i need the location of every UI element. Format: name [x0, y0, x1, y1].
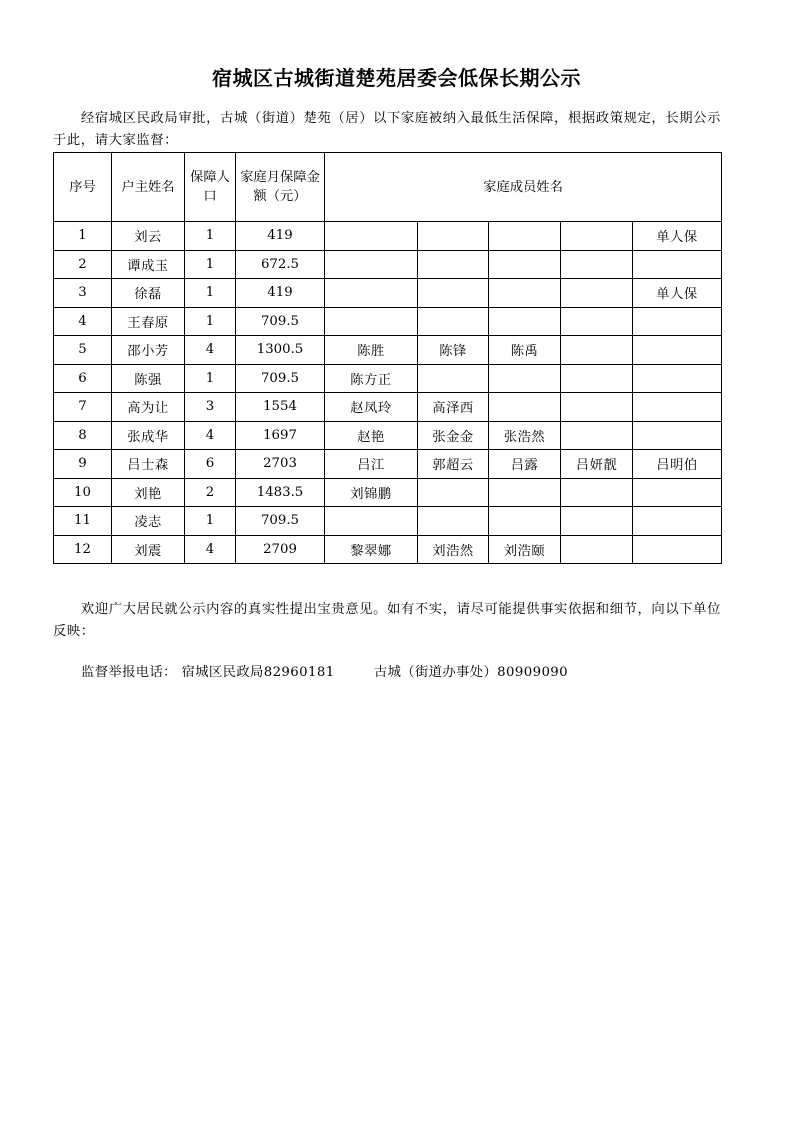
- cell-amount: 1697: [236, 421, 325, 450]
- cell-member-2: [418, 478, 489, 507]
- cell-member-5: [633, 478, 722, 507]
- cell-member-4: [561, 307, 633, 336]
- cell-head-name: 高为让: [112, 393, 185, 422]
- cell-member-5: [633, 421, 722, 450]
- cell-index: 9: [54, 450, 112, 479]
- cell-member-1: 赵艳: [325, 421, 418, 450]
- cell-head-name: 邵小芳: [112, 336, 185, 365]
- cell-persons: 4: [185, 421, 236, 450]
- cell-amount: 709.5: [236, 507, 325, 536]
- cell-member-3: 刘浩颐: [489, 535, 561, 564]
- contact-label: 监督举报电话：: [81, 665, 177, 680]
- table-row: [54, 279, 722, 308]
- cell-member-3: [489, 507, 561, 536]
- contact-office: 古城（街道办事处）80909090: [373, 665, 569, 680]
- cell-member-5: 吕明伯: [633, 450, 722, 479]
- cell-member-5: [633, 307, 722, 336]
- cell-index: 4: [54, 307, 112, 336]
- contact-bureau: 宿城区民政局82960181: [181, 665, 335, 680]
- cell-member-2: 郭超云: [418, 450, 489, 479]
- cell-member-2: [418, 364, 489, 393]
- cell-member-4: [561, 421, 633, 450]
- cell-member-2: [418, 307, 489, 336]
- header-amount: 家庭月保障金额（元）: [236, 153, 325, 222]
- cell-member-5: [633, 535, 722, 564]
- header-members: 家庭成员姓名: [325, 153, 722, 222]
- cell-head-name: 刘云: [112, 222, 185, 251]
- cell-member-2: 陈锋: [418, 336, 489, 365]
- cell-member-5: 单人保: [633, 279, 722, 308]
- table-row: [54, 307, 722, 336]
- table-row: [54, 336, 722, 365]
- cell-member-1: 吕江: [325, 450, 418, 479]
- cell-persons: 2: [185, 478, 236, 507]
- cell-member-1: 黎翠娜: [325, 535, 418, 564]
- cell-member-2: [418, 250, 489, 279]
- cell-member-4: [561, 478, 633, 507]
- cell-index: 3: [54, 279, 112, 308]
- cell-member-1: [325, 279, 418, 308]
- cell-index: 2: [54, 250, 112, 279]
- header-persons: 保障人口: [185, 153, 236, 222]
- cell-amount: 709.5: [236, 307, 325, 336]
- cell-member-3: [489, 222, 561, 251]
- table-body: [54, 222, 722, 564]
- page-title: 宿城区古城街道楚苑居委会低保长期公示: [212, 66, 581, 90]
- cell-member-5: 单人保: [633, 222, 722, 251]
- cell-amount: 1483.5: [236, 478, 325, 507]
- cell-amount: 672.5: [236, 250, 325, 279]
- header-head-name: 户主姓名: [112, 153, 185, 222]
- cell-head-name: 凌志: [112, 507, 185, 536]
- cell-persons: 1: [185, 250, 236, 279]
- cell-head-name: 刘震: [112, 535, 185, 564]
- cell-index: 7: [54, 393, 112, 422]
- cell-member-5: [633, 364, 722, 393]
- table-row: [54, 507, 722, 536]
- cell-member-1: 刘锦鹏: [325, 478, 418, 507]
- cell-member-3: [489, 364, 561, 393]
- intro-paragraph: 经宿城区民政局审批，古城（街道）楚苑（居）以下家庭被纳入最低生活保障，根据政策规定，长期公示于此，请大家监督：: [53, 111, 721, 148]
- cell-index: 12: [54, 535, 112, 564]
- subsidy-table: [53, 152, 722, 564]
- cell-amount: 419: [236, 222, 325, 251]
- cell-amount: 1300.5: [236, 336, 325, 365]
- cell-head-name: 张成华: [112, 421, 185, 450]
- cell-member-1: [325, 250, 418, 279]
- cell-member-4: [561, 364, 633, 393]
- cell-amount: 709.5: [236, 364, 325, 393]
- table-row: [54, 250, 722, 279]
- cell-index: 11: [54, 507, 112, 536]
- cell-member-3: [489, 307, 561, 336]
- cell-persons: 1: [185, 222, 236, 251]
- table-row: [54, 393, 722, 422]
- table-row: [54, 478, 722, 507]
- cell-head-name: 徐磊: [112, 279, 185, 308]
- cell-index: 6: [54, 364, 112, 393]
- cell-amount: 2703: [236, 450, 325, 479]
- cell-member-3: 吕露: [489, 450, 561, 479]
- cell-head-name: 王春原: [112, 307, 185, 336]
- cell-persons: 1: [185, 507, 236, 536]
- cell-amount: 2709: [236, 535, 325, 564]
- cell-member-3: 张浩然: [489, 421, 561, 450]
- cell-persons: 4: [185, 535, 236, 564]
- cell-head-name: 陈强: [112, 364, 185, 393]
- cell-member-5: [633, 507, 722, 536]
- cell-index: 5: [54, 336, 112, 365]
- cell-member-1: 赵凤玲: [325, 393, 418, 422]
- cell-member-4: [561, 279, 633, 308]
- cell-persons: 1: [185, 279, 236, 308]
- cell-head-name: 刘艳: [112, 478, 185, 507]
- cell-member-2: [418, 507, 489, 536]
- cell-member-1: [325, 222, 418, 251]
- table-row: [54, 450, 722, 479]
- table-row: [54, 535, 722, 564]
- cell-member-3: [489, 250, 561, 279]
- cell-member-2: 张金金: [418, 421, 489, 450]
- table-row: [54, 421, 722, 450]
- cell-member-4: [561, 535, 633, 564]
- table-header-row: [54, 153, 722, 222]
- cell-member-5: [633, 250, 722, 279]
- table-row: [54, 364, 722, 393]
- cell-member-3: [489, 279, 561, 308]
- cell-member-1: [325, 307, 418, 336]
- contact-line: [81, 661, 568, 680]
- cell-persons: 4: [185, 336, 236, 365]
- cell-member-4: [561, 507, 633, 536]
- cell-persons: 3: [185, 393, 236, 422]
- cell-member-3: 陈禹: [489, 336, 561, 365]
- header-index: 序号: [54, 153, 112, 222]
- cell-member-1: 陈方正: [325, 364, 418, 393]
- cell-member-4: [561, 393, 633, 422]
- cell-head-name: 谭成玉: [112, 250, 185, 279]
- closing-paragraph: 欢迎广大居民就公示内容的真实性提出宝贵意见。如有不实，请尽可能提供事实依据和细节，向以下单位反映：: [53, 602, 721, 639]
- cell-member-5: [633, 336, 722, 365]
- cell-member-4: [561, 250, 633, 279]
- cell-amount: 419: [236, 279, 325, 308]
- cell-index: 1: [54, 222, 112, 251]
- cell-member-3: [489, 478, 561, 507]
- cell-member-5: [633, 393, 722, 422]
- cell-member-4: [561, 222, 633, 251]
- cell-index: 8: [54, 421, 112, 450]
- cell-member-2: 高泽西: [418, 393, 489, 422]
- cell-persons: 6: [185, 450, 236, 479]
- cell-member-4: [561, 336, 633, 365]
- cell-member-1: [325, 507, 418, 536]
- table-row: [54, 222, 722, 251]
- cell-member-2: [418, 222, 489, 251]
- cell-member-4: 吕妍靓: [561, 450, 633, 479]
- cell-persons: 1: [185, 364, 236, 393]
- cell-index: 10: [54, 478, 112, 507]
- cell-member-2: [418, 279, 489, 308]
- cell-member-1: 陈胜: [325, 336, 418, 365]
- cell-amount: 1554: [236, 393, 325, 422]
- cell-head-name: 吕士森: [112, 450, 185, 479]
- cell-member-3: [489, 393, 561, 422]
- cell-member-2: 刘浩然: [418, 535, 489, 564]
- cell-persons: 1: [185, 307, 236, 336]
